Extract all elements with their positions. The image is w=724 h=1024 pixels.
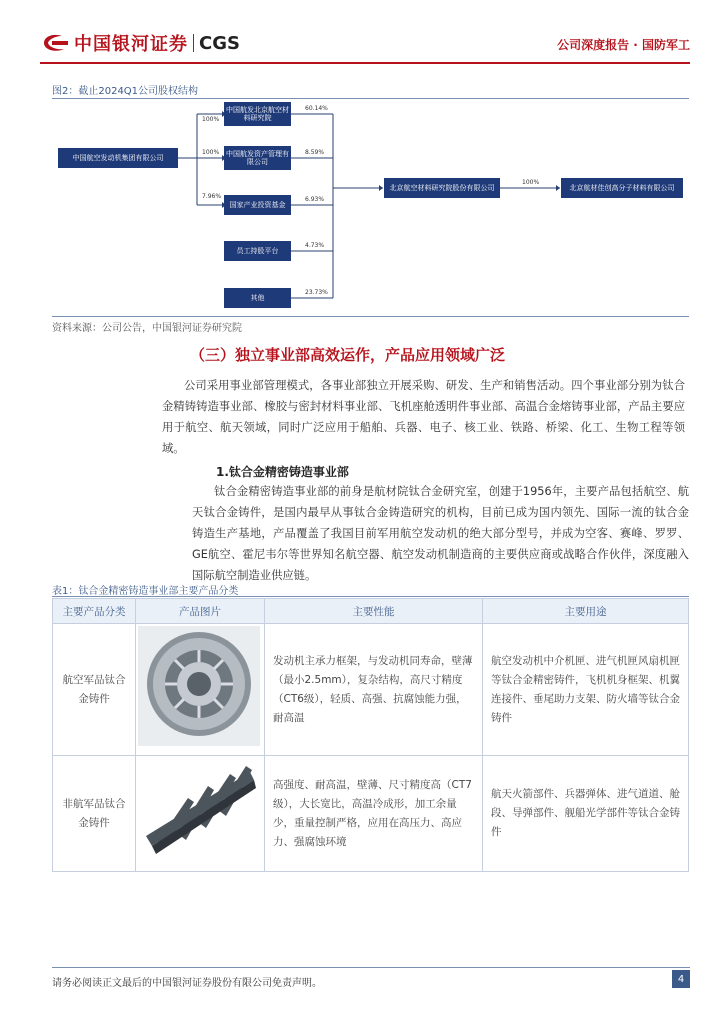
edge-label-sh1-co: 60.14% bbox=[305, 105, 328, 112]
intro-paragraph bbox=[162, 375, 685, 459]
edge-label-parent-sh3: 7.96% bbox=[202, 193, 222, 200]
product-table bbox=[52, 598, 689, 872]
row-performance: 高强度、耐高温，壁薄、尺寸精度高（CT7级），大长宽比，高温冷成形，加工余量少，重量控制严格，应用在高压力、高应力、强腐蚀环境 bbox=[265, 756, 483, 872]
row-image bbox=[136, 624, 265, 756]
node-shareholder-3: 国家产业投资基金 bbox=[224, 195, 291, 215]
col-performance: 主要性能 bbox=[265, 599, 483, 624]
edge-label-parent-sh1: 100% bbox=[202, 116, 220, 123]
subsection-title: 1.钛合金精密铸造事业部 bbox=[216, 465, 349, 479]
subsection-text: 钛合金精密铸造事业部的前身是航材院钛合金研究室，创建于1956年，主要产品包括航空、航天钛合金铸件，是国内最早从事钛合金铸造研究的机构，目前已成为国内领先、国际一流的钛合金铸造生产基地，产品覆盖了我国目前军用航空发动机的绝大部分型号，并成为空客、赛峰、罗罗、GE航空、霍尼韦尔等世界知名航空器、航空发动机制造商的主要供应商或战略合作伙伴，深度融入国际航空制造业供应链。 bbox=[192, 485, 689, 582]
disclaimer-note: 请务必阅读正文最后的中国银河证券股份有限公司免责声明。 bbox=[52, 978, 322, 989]
node-shareholder-4: 员工持股平台 bbox=[224, 241, 291, 261]
col-use: 主要用途 bbox=[483, 599, 689, 624]
table-row bbox=[53, 624, 689, 756]
intro-text: 公司采用事业部管理模式，各事业部独立开展采购、研发、生产和销售活动。四个事业部分别为钛合金精铸铸造事业部、橡胶与密封材料事业部、飞机座舱透明件事业部、高温合金熔铸事业部，产品主要应用于航空、航天领域，同时广泛应用于船舶、兵器、电子、核工业、铁路、桥梁、化工、生物工程等领域。 bbox=[162, 379, 685, 455]
edge-label-sh3-co: 6.93% bbox=[305, 196, 325, 203]
row-category: 非航军品钛合金铸件 bbox=[53, 756, 136, 872]
node-shareholder-1: 中国航发北京航空材料研究院 bbox=[224, 102, 291, 126]
row-use: 航空发动机中介机匣、进气机匣风扇机匣等钛合金精密铸件，飞机机身框架、机翼连接件、垂尾助力支架、防火墙等钛合金铸件 bbox=[483, 624, 689, 756]
node-subsidiary: 北京航材佳创高分子材料有限公司 bbox=[561, 178, 683, 198]
node-parent: 中国航空发动机集团有限公司 bbox=[58, 148, 178, 168]
footer-rule bbox=[52, 967, 690, 968]
subsection-paragraph bbox=[192, 481, 689, 586]
col-category: 主要产品分类 bbox=[53, 599, 136, 624]
section-title: （三）独立事业部高效运作，产品应用领域广泛 bbox=[190, 346, 506, 364]
page-number: 4 bbox=[672, 970, 690, 988]
brand-name-en: CGS bbox=[199, 32, 240, 54]
figure-source: 资料来源：公司公告，中国银河证券研究院 bbox=[52, 316, 689, 334]
edge-label-parent-sh2: 100% bbox=[202, 149, 220, 156]
node-company: 北京航空材料研究院股份有限公司 bbox=[384, 178, 500, 198]
brand-name-cn: 中国银河证券 bbox=[74, 34, 188, 55]
col-image: 产品图片 bbox=[136, 599, 265, 624]
edge-label-sh2-co: 8.59% bbox=[305, 149, 325, 156]
row-use: 航天火箭部件、兵器弹体、进气道道、舱段、导弹部件、舰船光学部件等钛合金铸件 bbox=[483, 756, 689, 872]
edge-label-sh4-co: 4.73% bbox=[305, 242, 325, 249]
figure-caption: 图2：截止2024Q1公司股权结构 bbox=[52, 82, 689, 99]
casing-image bbox=[138, 626, 260, 746]
edge-label-co-sub: 100% bbox=[522, 179, 540, 186]
table-header-row bbox=[53, 599, 689, 624]
row-image bbox=[136, 756, 265, 872]
fin-image bbox=[138, 758, 260, 862]
node-shareholder-5: 其他 bbox=[224, 288, 291, 308]
row-performance: 发动机主承力框架，与发动机同寿命，壁薄（最小2.5mm），复杂结构，高尺寸精度（CT6级），轻质、高强、抗腐蚀能力强，耐高温 bbox=[265, 624, 483, 756]
table-row bbox=[53, 756, 689, 872]
report-type: 公司深度报告 · 国防军工 bbox=[557, 38, 690, 52]
node-shareholder-2: 中国航发资产管理有限公司 bbox=[224, 146, 291, 170]
row-category: 航空军品钛合金铸件 bbox=[53, 624, 136, 756]
table-caption: 表1：钛合金精密铸造事业部主要产品分类 bbox=[52, 582, 689, 597]
edge-label-sh5-co: 23.73% bbox=[305, 289, 328, 296]
